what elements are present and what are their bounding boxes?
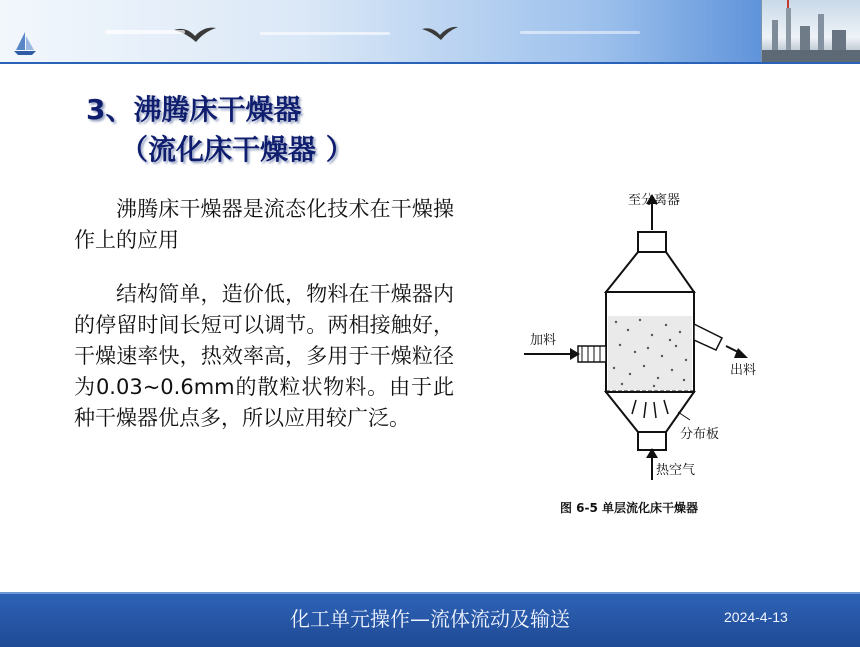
paragraph-features: 结构简单，造价低，物料在干燥器内的停留时间长短可以调节。两相接触好，干燥速率快，热效率高，多用于干燥粒径为0.03~0.6mm的散粒状物料。由于此种干燥器优点多，所以应用较广泛。 (74, 282, 454, 430)
factory-image (761, 0, 860, 62)
slide-subtitle: （流化床干燥器 ） (120, 133, 354, 166)
footer-title: 化工单元操作—流体流动及输送 (290, 607, 570, 631)
paragraph-intro: 沸腾床干燥器是流态化技术在干燥操作上的应用 (74, 197, 454, 252)
bird-icon (172, 24, 218, 48)
footer-date: 2024-4-13 (724, 609, 788, 625)
label-to-separator: 至分离器 (628, 193, 681, 208)
label-hot-air: 热空气 (656, 463, 696, 478)
label-feed: 加料 (530, 333, 557, 348)
label-discharge: 出料 (730, 363, 757, 378)
fluidized-bed-dryer-diagram (520, 180, 780, 520)
slide-title: 3、沸腾床干燥器 (86, 93, 302, 126)
label-distributor-plate: 分布板 (680, 427, 720, 442)
bird-icon (420, 24, 460, 46)
sailboat-icon (12, 30, 38, 56)
header-divider (0, 62, 860, 64)
header-banner (0, 0, 860, 64)
diagram-caption: 图 6-5 单层流化床干燥器 (560, 501, 699, 515)
